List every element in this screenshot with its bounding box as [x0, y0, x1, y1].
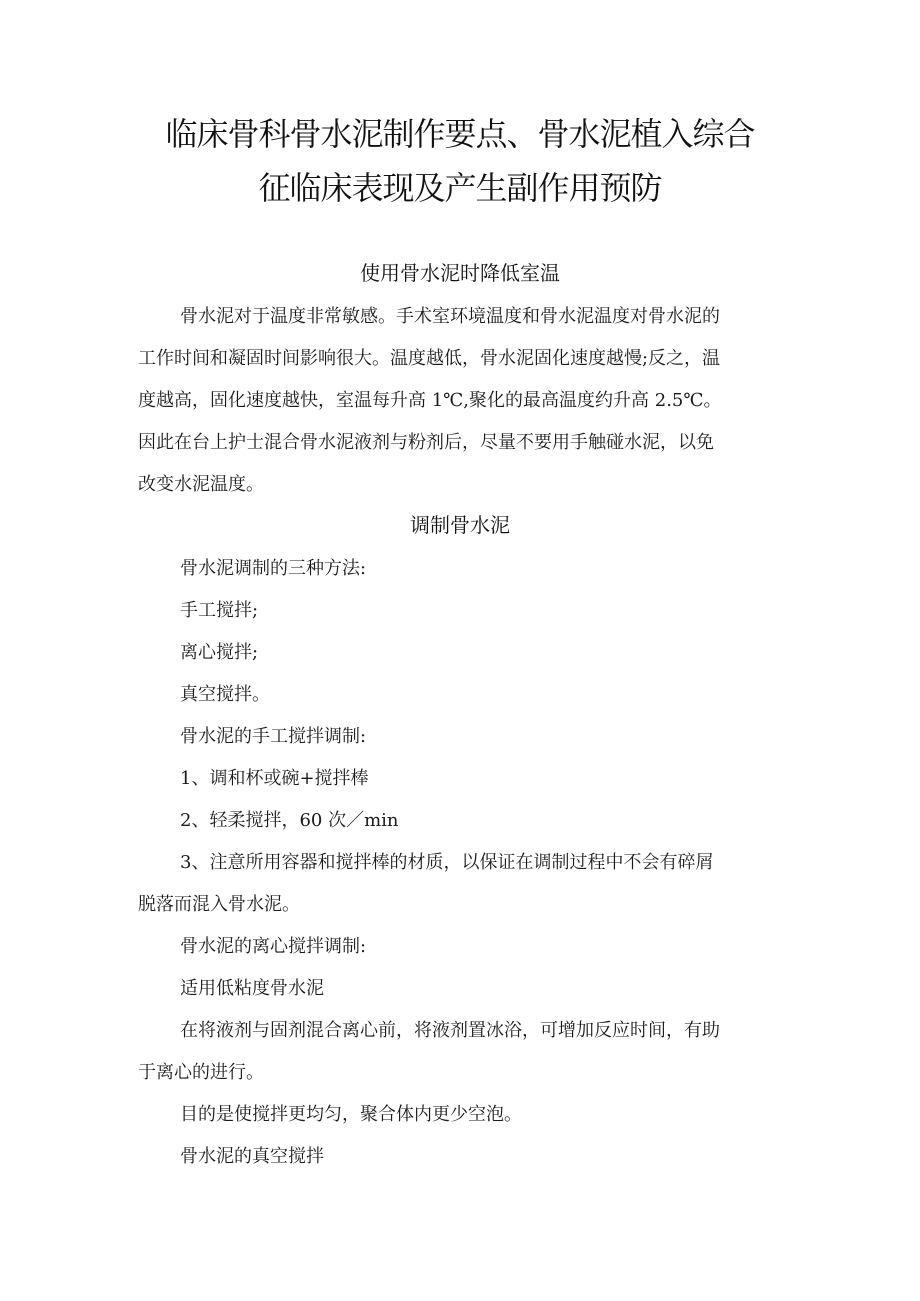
list-item: 1、调和杯或碗+搅拌棒: [180, 768, 369, 789]
paragraph-line: 骨水泥对于温度非常敏感。手术室环境温度和骨水泥温度对骨水泥的: [180, 306, 720, 327]
paragraph-line: 骨水泥的真空搅拌: [180, 1146, 324, 1167]
list-item: 3、注意所用容器和搅拌棒的材质，以保证在调制过程中不会有碎屑: [180, 852, 714, 873]
list-item: 手工搅拌;: [180, 600, 259, 621]
paragraph-line: 脱落而混入骨水泥。: [138, 894, 300, 915]
paragraph-line: 因此在台上护士混合骨水泥液剂与粉剂后，尽量不要用手触碰水泥，以免: [138, 432, 714, 453]
paragraph-line: 在将液剂与固剂混合离心前，将液剂置冰浴，可增加反应时间，有助: [180, 1020, 720, 1041]
paragraph-line: 改变水泥温度。: [138, 474, 264, 495]
paragraph-line: 于离心的进行。: [138, 1062, 264, 1083]
paragraph-line: 适用低粘度骨水泥: [180, 978, 324, 999]
list-item: 离心搅拌;: [180, 642, 259, 663]
paragraph-line: 度越高，固化速度越快，室温每升高 1℃,聚化的最高温度约升高 2.5℃。: [138, 390, 722, 411]
document-title-line-1: 临床骨科骨水泥制作要点、骨水泥植入综合: [165, 115, 755, 153]
paragraph-line: 骨水泥的离心搅拌调制:: [180, 936, 367, 957]
list-item: 2、轻柔搅拌，60 次／min: [180, 810, 399, 831]
section-heading-mixing: 调制骨水泥: [410, 513, 510, 537]
paragraph-line: 骨水泥调制的三种方法:: [180, 558, 367, 579]
paragraph-line: 目的是使搅拌更均匀，聚合体内更少空泡。: [180, 1104, 522, 1125]
list-item: 真空搅拌。: [180, 684, 270, 705]
section-heading-room-temperature: 使用骨水泥时降低室温: [360, 261, 560, 285]
document-title-line-2: 征临床表现及产生副作用预防: [258, 169, 662, 207]
paragraph-line: 工作时间和凝固时间影响很大。温度越低，骨水泥固化速度越慢;反之，温: [138, 348, 721, 369]
paragraph-line: 骨水泥的手工搅拌调制:: [180, 726, 367, 747]
